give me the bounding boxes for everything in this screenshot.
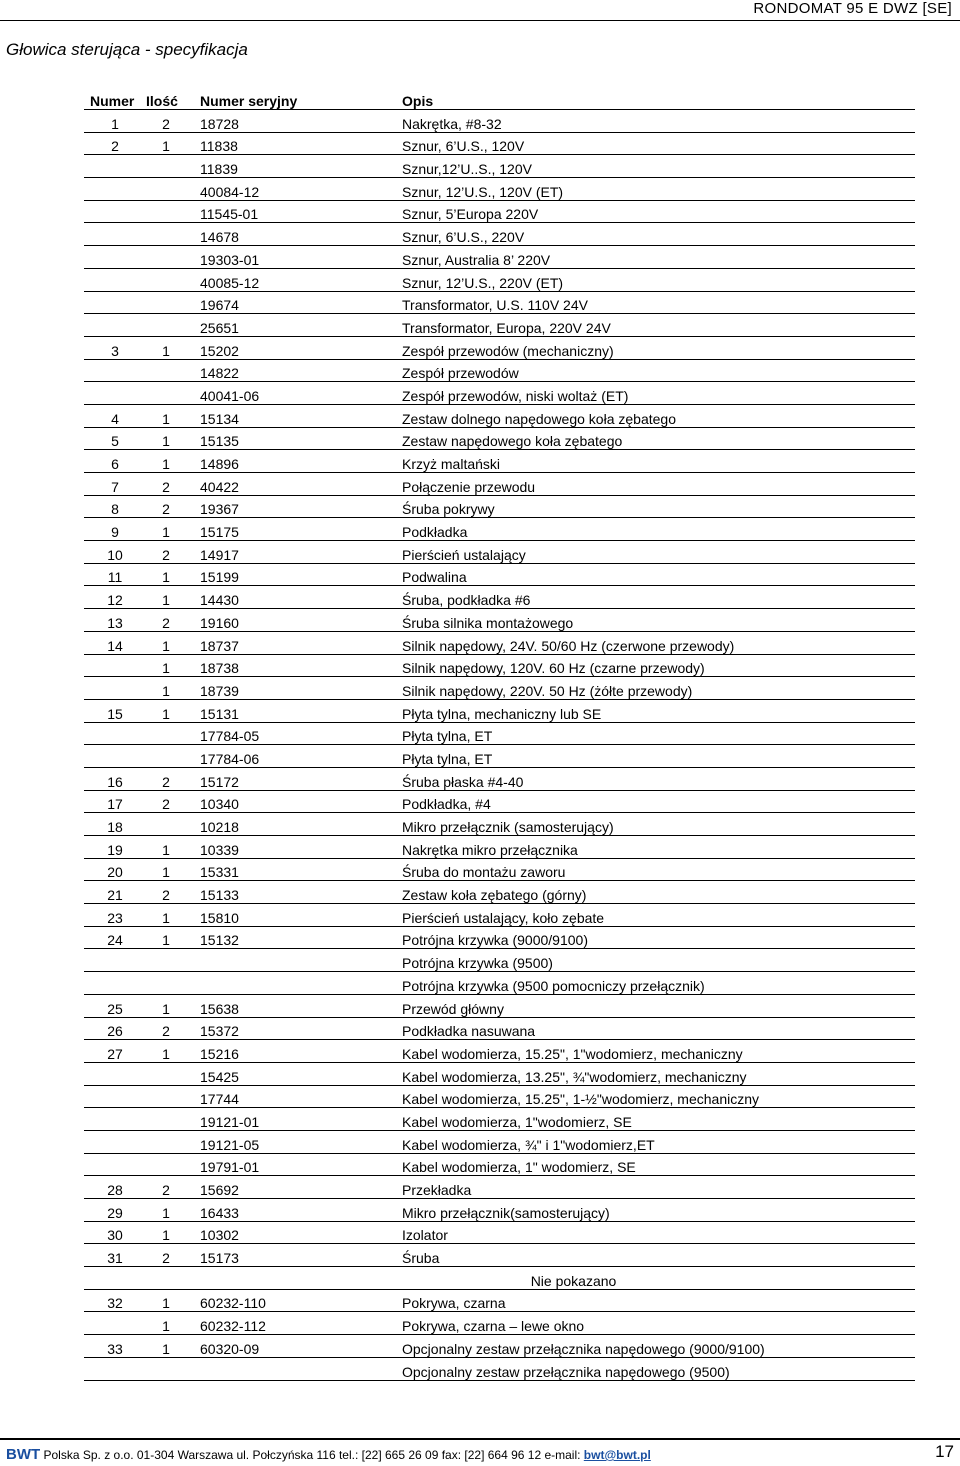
table-row <box>84 563 915 586</box>
cell-opis: Sznur, 6’U.S., 120V <box>402 132 915 155</box>
cell-opis: Kabel wodomierza, 15.25", 1"wodomierz, mechaniczny <box>402 1040 915 1063</box>
cell-ilosc: 1 <box>146 926 186 949</box>
cell-numer-seryjny: 15199 <box>186 563 402 586</box>
table-row <box>84 1244 915 1267</box>
parts-table-body <box>84 110 915 1381</box>
cell-opis: Śruba płaska #4-40 <box>402 767 915 790</box>
cell-ilosc: 1 <box>146 699 186 722</box>
table-row <box>84 1289 915 1312</box>
cell-numer-seryjny: 14430 <box>186 586 402 609</box>
cell-ilosc: 2 <box>146 1017 186 1040</box>
table-row <box>84 609 915 632</box>
cell-numer <box>84 1130 146 1153</box>
cell-numer-seryjny: 15133 <box>186 881 402 904</box>
table-row <box>84 1108 915 1131</box>
cell-opis: Pokrywa, czarna <box>402 1289 915 1312</box>
cell-numer: 15 <box>84 699 146 722</box>
cell-numer: 24 <box>84 926 146 949</box>
cell-numer <box>84 155 146 178</box>
table-row <box>84 223 915 246</box>
table-row <box>84 473 915 496</box>
cell-numer-seryjny: 15331 <box>186 858 402 881</box>
cell-numer-seryjny: 60232-112 <box>186 1312 402 1335</box>
cell-ilosc: 1 <box>146 404 186 427</box>
cell-numer-seryjny: 19121-05 <box>186 1130 402 1153</box>
cell-numer-seryjny: 40422 <box>186 473 402 496</box>
cell-numer <box>84 268 146 291</box>
cell-numer-seryjny: 14896 <box>186 450 402 473</box>
cell-numer: 3 <box>84 336 146 359</box>
cell-opis: Kabel wodomierza, ¾" i 1"wodomierz,ET <box>402 1130 915 1153</box>
cell-opis: Śruba do montażu zaworu <box>402 858 915 881</box>
cell-numer: 7 <box>84 473 146 496</box>
cell-ilosc <box>146 223 186 246</box>
table-row <box>84 1312 915 1335</box>
cell-opis: Podkładka nasuwana <box>402 1017 915 1040</box>
cell-numer: 18 <box>84 813 146 836</box>
table-row <box>84 336 915 359</box>
cell-numer <box>84 722 146 745</box>
cell-ilosc: 1 <box>146 1312 186 1335</box>
table-row <box>84 836 915 859</box>
cell-numer <box>84 1357 146 1380</box>
cell-numer-seryjny: 19791-01 <box>186 1153 402 1176</box>
table-row <box>84 178 915 201</box>
cell-numer-seryjny: 19367 <box>186 495 402 518</box>
table-row <box>84 1017 915 1040</box>
cell-numer-seryjny: 15372 <box>186 1017 402 1040</box>
cell-opis: Sznur, Australia 8’ 220V <box>402 246 915 269</box>
cell-numer: 28 <box>84 1176 146 1199</box>
cell-ilosc <box>146 722 186 745</box>
cell-numer: 9 <box>84 518 146 541</box>
cell-numer-seryjny: 25651 <box>186 314 402 337</box>
cell-ilosc: 2 <box>146 473 186 496</box>
cell-numer-seryjny: 14822 <box>186 359 402 382</box>
cell-ilosc: 2 <box>146 609 186 632</box>
cell-numer <box>84 1153 146 1176</box>
cell-numer-seryjny: 15216 <box>186 1040 402 1063</box>
cell-numer-seryjny: 15132 <box>186 926 402 949</box>
footer-divider <box>0 1438 960 1440</box>
cell-opis: Połączenie przewodu <box>402 473 915 496</box>
cell-numer-seryjny: 11839 <box>186 155 402 178</box>
cell-opis: Zespół przewodów, niski woltaż (ET) <box>402 382 915 405</box>
column-header-numer: Numer <box>84 88 146 110</box>
cell-ilosc: 2 <box>146 790 186 813</box>
cell-ilosc: 1 <box>146 858 186 881</box>
cell-numer: 8 <box>84 495 146 518</box>
cell-opis: Kabel wodomierza, 13.25", ¾"wodomierz, mechaniczny <box>402 1062 915 1085</box>
cell-numer-seryjny: 10302 <box>186 1221 402 1244</box>
cell-ilosc: 2 <box>146 541 186 564</box>
table-row <box>84 1267 915 1290</box>
table-row <box>84 767 915 790</box>
cell-opis: Zespół przewodów (mechaniczny) <box>402 336 915 359</box>
cell-ilosc <box>146 291 186 314</box>
cell-ilosc: 1 <box>146 1040 186 1063</box>
cell-numer-seryjny: 15425 <box>186 1062 402 1085</box>
cell-ilosc: 1 <box>146 586 186 609</box>
cell-numer: 27 <box>84 1040 146 1063</box>
footer <box>6 1446 651 1463</box>
parts-table <box>84 88 915 1381</box>
page-number: 17 <box>935 1442 954 1461</box>
cell-opis: Potrójna krzywka (9000/9100) <box>402 926 915 949</box>
table-row <box>84 132 915 155</box>
table-row <box>84 881 915 904</box>
cell-numer <box>84 223 146 246</box>
cell-opis: Sznur,12’U..S., 120V <box>402 155 915 178</box>
cell-numer: 10 <box>84 541 146 564</box>
cell-ilosc <box>146 1062 186 1085</box>
cell-opis: Mikro przełącznik(samosterujący) <box>402 1199 915 1222</box>
table-row <box>84 1153 915 1176</box>
cell-numer: 20 <box>84 858 146 881</box>
cell-opis: Płyta tylna, mechaniczny lub SE <box>402 699 915 722</box>
cell-numer: 17 <box>84 790 146 813</box>
cell-ilosc <box>146 155 186 178</box>
cell-ilosc <box>146 1357 186 1380</box>
table-row <box>84 1176 915 1199</box>
cell-ilosc <box>146 178 186 201</box>
table-row <box>84 200 915 223</box>
table-row <box>84 654 915 677</box>
cell-numer: 5 <box>84 427 146 450</box>
cell-numer-seryjny: 18739 <box>186 677 402 700</box>
table-row <box>84 1085 915 1108</box>
cell-opis: Przewód główny <box>402 994 915 1017</box>
cell-ilosc <box>146 745 186 768</box>
cell-numer <box>84 314 146 337</box>
cell-ilosc <box>146 1085 186 1108</box>
cell-numer-seryjny: 60320-09 <box>186 1335 402 1358</box>
cell-ilosc: 2 <box>146 1176 186 1199</box>
cell-numer: 32 <box>84 1289 146 1312</box>
cell-numer-seryjny: 10218 <box>186 813 402 836</box>
cell-opis: Sznur, 12’U.S., 220V (ET) <box>402 268 915 291</box>
table-row <box>84 904 915 927</box>
cell-opis: Zestaw dolnego napędowego koła zębatego <box>402 404 915 427</box>
cell-numer: 16 <box>84 767 146 790</box>
cell-ilosc <box>146 246 186 269</box>
table-row <box>84 382 915 405</box>
table-row <box>84 541 915 564</box>
table-row <box>84 926 915 949</box>
cell-numer: 6 <box>84 450 146 473</box>
cell-numer-seryjny: 15131 <box>186 699 402 722</box>
cell-numer: 30 <box>84 1221 146 1244</box>
cell-opis: Nakrętka, #8-32 <box>402 110 915 133</box>
table-row <box>84 1130 915 1153</box>
cell-ilosc: 1 <box>146 1289 186 1312</box>
table-row <box>84 427 915 450</box>
cell-numer-seryjny: 40041-06 <box>186 382 402 405</box>
table-header-row <box>84 88 915 110</box>
table-row <box>84 858 915 881</box>
cell-opis: Silnik napędowy, 24V. 50/60 Hz (czerwone przewody) <box>402 631 915 654</box>
cell-ilosc: 2 <box>146 1244 186 1267</box>
cell-numer-seryjny: 18738 <box>186 654 402 677</box>
cell-ilosc <box>146 1267 186 1290</box>
cell-ilosc: 1 <box>146 1335 186 1358</box>
cell-numer: 23 <box>84 904 146 927</box>
cell-ilosc: 1 <box>146 563 186 586</box>
cell-numer <box>84 291 146 314</box>
cell-ilosc: 1 <box>146 336 186 359</box>
cell-numer <box>84 972 146 995</box>
cell-numer-seryjny: 17744 <box>186 1085 402 1108</box>
cell-numer-seryjny: 15134 <box>186 404 402 427</box>
cell-ilosc: 1 <box>146 677 186 700</box>
cell-numer-seryjny <box>186 1267 402 1290</box>
cell-numer: 14 <box>84 631 146 654</box>
table-row <box>84 1040 915 1063</box>
document-id: RONDOMAT 95 E DWZ [SE] <box>753 0 952 17</box>
cell-numer-seryjny <box>186 972 402 995</box>
cell-numer-seryjny: 19160 <box>186 609 402 632</box>
cell-opis: Opcjonalny zestaw przełącznika napędowego (9500) <box>402 1357 915 1380</box>
cell-opis: Płyta tylna, ET <box>402 722 915 745</box>
cell-opis: Śruba <box>402 1244 915 1267</box>
table-row <box>84 314 915 337</box>
cell-opis: Podkładka <box>402 518 915 541</box>
cell-numer-seryjny: 15175 <box>186 518 402 541</box>
cell-numer <box>84 745 146 768</box>
table-row <box>84 1335 915 1358</box>
cell-numer-seryjny: 15692 <box>186 1176 402 1199</box>
table-row <box>84 495 915 518</box>
cell-numer-seryjny: 19674 <box>186 291 402 314</box>
cell-opis: Izolator <box>402 1221 915 1244</box>
cell-numer <box>84 1085 146 1108</box>
cell-ilosc <box>146 1130 186 1153</box>
table-row <box>84 404 915 427</box>
cell-opis: Zestaw napędowego koła zębatego <box>402 427 915 450</box>
cell-opis: Zestaw koła zębatego (górny) <box>402 881 915 904</box>
cell-opis: Śruba silnika montażowego <box>402 609 915 632</box>
cell-numer <box>84 359 146 382</box>
cell-opis: Płyta tylna, ET <box>402 745 915 768</box>
table-row <box>84 722 915 745</box>
cell-ilosc: 1 <box>146 904 186 927</box>
table-row <box>84 359 915 382</box>
cell-ilosc: 1 <box>146 836 186 859</box>
cell-ilosc <box>146 949 186 972</box>
cell-ilosc: 1 <box>146 132 186 155</box>
table-row <box>84 518 915 541</box>
cell-numer-seryjny: 11545-01 <box>186 200 402 223</box>
cell-numer <box>84 178 146 201</box>
cell-numer: 2 <box>84 132 146 155</box>
cell-opis: Silnik napędowy, 120V. 60 Hz (czarne przewody) <box>402 654 915 677</box>
cell-numer: 4 <box>84 404 146 427</box>
cell-numer: 33 <box>84 1335 146 1358</box>
cell-opis: Potrójna krzywka (9500) <box>402 949 915 972</box>
cell-opis: Pierścień ustalający <box>402 541 915 564</box>
cell-numer-seryjny: 15172 <box>186 767 402 790</box>
cell-numer-seryjny: 17784-06 <box>186 745 402 768</box>
cell-opis: Śruba, podkładka #6 <box>402 586 915 609</box>
cell-ilosc: 1 <box>146 518 186 541</box>
cell-opis: Kabel wodomierza, 1"wodomierz, SE <box>402 1108 915 1131</box>
cell-ilosc <box>146 200 186 223</box>
column-header-numer-seryjny: Numer seryjny <box>186 88 402 110</box>
cell-opis: Transformator, U.S. 110V 24V <box>402 291 915 314</box>
cell-opis: Podwalina <box>402 563 915 586</box>
table-row <box>84 790 915 813</box>
cell-numer-seryjny: 60232-110 <box>186 1289 402 1312</box>
cell-numer-seryjny: 16433 <box>186 1199 402 1222</box>
cell-numer <box>84 949 146 972</box>
table-row <box>84 246 915 269</box>
table-row <box>84 110 915 133</box>
table-row <box>84 631 915 654</box>
cell-numer: 11 <box>84 563 146 586</box>
cell-numer-seryjny <box>186 1357 402 1380</box>
cell-numer-seryjny: 15202 <box>186 336 402 359</box>
cell-ilosc <box>146 972 186 995</box>
cell-numer: 29 <box>84 1199 146 1222</box>
cell-numer <box>84 246 146 269</box>
cell-ilosc: 2 <box>146 881 186 904</box>
cell-opis: Kabel wodomierza, 15.25", 1-½"wodomierz, mechaniczny <box>402 1085 915 1108</box>
footer-email-link[interactable]: bwt@bwt.pl <box>583 1448 651 1462</box>
cell-numer-seryjny: 40085-12 <box>186 268 402 291</box>
cell-opis: Sznur, 12’U.S., 120V (ET) <box>402 178 915 201</box>
column-header-ilosc: Ilość <box>146 88 186 110</box>
cell-ilosc: 1 <box>146 654 186 677</box>
cell-ilosc <box>146 382 186 405</box>
cell-numer: 31 <box>84 1244 146 1267</box>
table-row <box>84 1062 915 1085</box>
cell-numer-seryjny: 19303-01 <box>186 246 402 269</box>
table-row <box>84 1221 915 1244</box>
cell-opis: Opcjonalny zestaw przełącznika napędowego (9000/9100) <box>402 1335 915 1358</box>
cell-opis: Transformator, Europa, 220V 24V <box>402 314 915 337</box>
cell-ilosc <box>146 268 186 291</box>
cell-ilosc: 1 <box>146 1221 186 1244</box>
cell-numer: 21 <box>84 881 146 904</box>
table-row <box>84 949 915 972</box>
cell-opis: Śruba pokrywy <box>402 495 915 518</box>
cell-numer-seryjny: 10340 <box>186 790 402 813</box>
cell-numer <box>84 200 146 223</box>
table-row <box>84 155 915 178</box>
table-row <box>84 291 915 314</box>
cell-opis: Kabel wodomierza, 1" wodomierz, SE <box>402 1153 915 1176</box>
cell-opis: Pierścień ustalający, koło zębate <box>402 904 915 927</box>
cell-numer: 25 <box>84 994 146 1017</box>
cell-opis: Potrójna krzywka (9500 pomocniczy przełącznik) <box>402 972 915 995</box>
cell-numer-seryjny: 14678 <box>186 223 402 246</box>
table-row <box>84 268 915 291</box>
cell-numer-seryjny: 17784-05 <box>186 722 402 745</box>
cell-opis: Podkładka, #4 <box>402 790 915 813</box>
table-row <box>84 745 915 768</box>
cell-ilosc <box>146 1153 186 1176</box>
cell-numer <box>84 677 146 700</box>
cell-opis: Krzyż maltański <box>402 450 915 473</box>
cell-ilosc: 2 <box>146 767 186 790</box>
cell-opis: Nie pokazano <box>402 1267 915 1290</box>
cell-ilosc: 2 <box>146 110 186 133</box>
table-row <box>84 586 915 609</box>
cell-numer: 12 <box>84 586 146 609</box>
cell-numer <box>84 1312 146 1335</box>
cell-numer-seryjny: 18728 <box>186 110 402 133</box>
cell-numer-seryjny: 15135 <box>186 427 402 450</box>
cell-ilosc: 1 <box>146 631 186 654</box>
cell-numer: 19 <box>84 836 146 859</box>
cell-ilosc <box>146 1108 186 1131</box>
table-row <box>84 677 915 700</box>
column-header-opis: Opis <box>402 88 915 110</box>
cell-numer <box>84 1062 146 1085</box>
table-row <box>84 994 915 1017</box>
table-row <box>84 699 915 722</box>
cell-opis: Przekładka <box>402 1176 915 1199</box>
cell-ilosc <box>146 813 186 836</box>
cell-ilosc: 1 <box>146 1199 186 1222</box>
cell-ilosc: 1 <box>146 450 186 473</box>
table-row <box>84 1199 915 1222</box>
cell-numer-seryjny: 18737 <box>186 631 402 654</box>
cell-numer-seryjny: 11838 <box>186 132 402 155</box>
section-title: Głowica sterująca - specyfikacja <box>6 40 248 59</box>
cell-ilosc: 1 <box>146 427 186 450</box>
cell-opis: Nakrętka mikro przełącznika <box>402 836 915 859</box>
cell-ilosc <box>146 314 186 337</box>
cell-numer <box>84 1108 146 1131</box>
header-divider <box>0 20 960 21</box>
cell-numer: 26 <box>84 1017 146 1040</box>
footer-address: Polska Sp. z o.o. 01-304 Warszawa ul. Połczyńska 116 tel.: [22] 665 26 09 fax: [22] 664 96 12 e-mail: <box>40 1448 584 1462</box>
cell-numer-seryjny: 40084-12 <box>186 178 402 201</box>
cell-ilosc: 1 <box>146 994 186 1017</box>
cell-opis: Sznur, 5’Europa 220V <box>402 200 915 223</box>
cell-numer-seryjny: 14917 <box>186 541 402 564</box>
table-row <box>84 972 915 995</box>
cell-numer: 1 <box>84 110 146 133</box>
brand-logo-text: BWT <box>6 1446 41 1463</box>
table-row <box>84 450 915 473</box>
cell-opis: Pokrywa, czarna – lewe okno <box>402 1312 915 1335</box>
cell-opis: Sznur, 6’U.S., 220V <box>402 223 915 246</box>
cell-numer-seryjny: 15638 <box>186 994 402 1017</box>
cell-numer <box>84 1267 146 1290</box>
cell-ilosc: 2 <box>146 495 186 518</box>
table-row <box>84 813 915 836</box>
cell-numer: 13 <box>84 609 146 632</box>
cell-numer-seryjny: 15173 <box>186 1244 402 1267</box>
cell-numer <box>84 654 146 677</box>
cell-ilosc <box>146 359 186 382</box>
table-row <box>84 1357 915 1380</box>
cell-numer <box>84 382 146 405</box>
cell-numer-seryjny <box>186 949 402 972</box>
cell-numer-seryjny: 15810 <box>186 904 402 927</box>
cell-opis: Mikro przełącznik (samosterujący) <box>402 813 915 836</box>
cell-opis: Silnik napędowy, 220V. 50 Hz (żółte przewody) <box>402 677 915 700</box>
cell-numer-seryjny: 19121-01 <box>186 1108 402 1131</box>
cell-opis: Zespół przewodów <box>402 359 915 382</box>
cell-numer-seryjny: 10339 <box>186 836 402 859</box>
